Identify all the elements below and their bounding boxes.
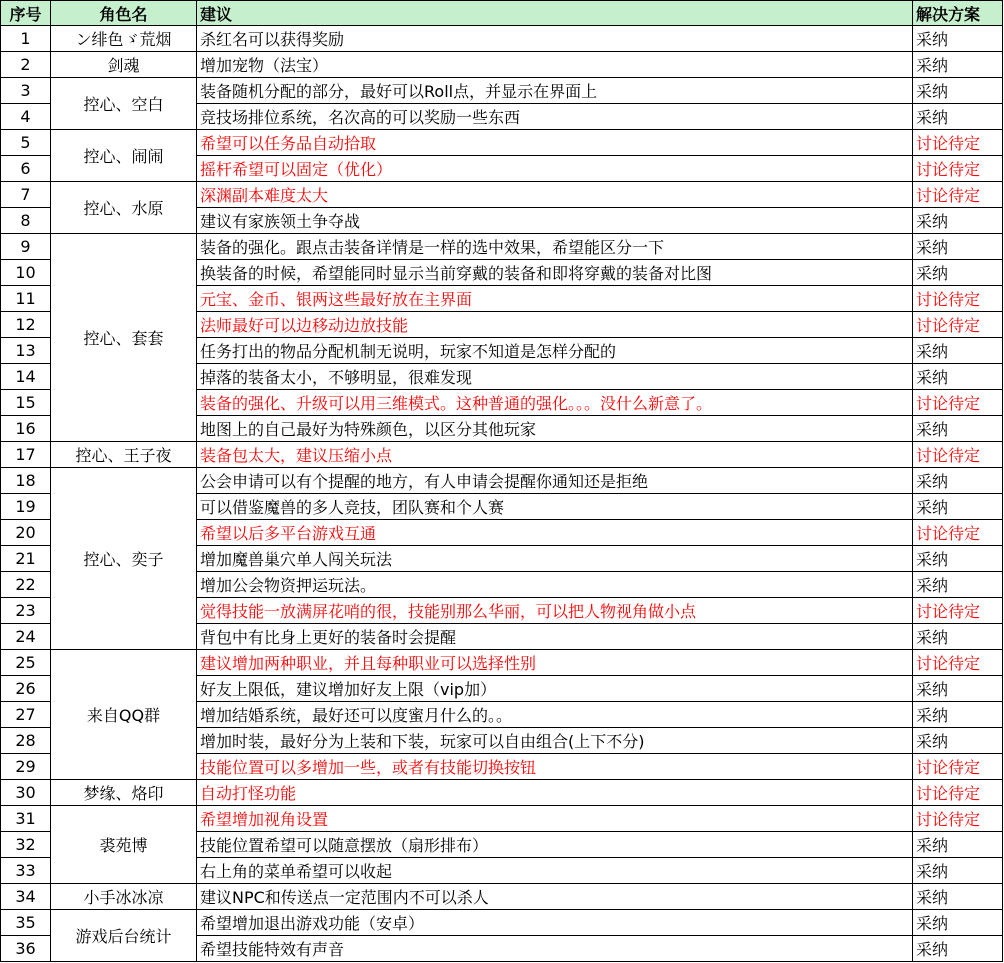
suggestion-cell: 技能位置可以多增加一些，或者有技能切换按钮 [197, 754, 913, 780]
solution-cell: 采纳 [913, 832, 1003, 858]
solution-cell: 讨论待定 [913, 156, 1003, 182]
suggestion-cell: 希望以后多平台游戏互通 [197, 520, 913, 546]
row-number-cell: 5 [1, 130, 51, 156]
solution-cell: 讨论待定 [913, 806, 1003, 832]
solution-cell: 采纳 [913, 26, 1003, 52]
suggestion-cell: 地图上的自己最好为特殊颜色，以区分其他玩家 [197, 416, 913, 442]
solution-cell: 采纳 [913, 910, 1003, 936]
solution-cell: 讨论待定 [913, 286, 1003, 312]
solution-cell: 讨论待定 [913, 780, 1003, 806]
solution-cell: 采纳 [913, 468, 1003, 494]
solution-cell: 采纳 [913, 364, 1003, 390]
row-number-cell: 35 [1, 910, 51, 936]
row-number-cell: 21 [1, 546, 51, 572]
row-number-cell: 1 [1, 26, 51, 52]
suggestion-cell: 背包中有比身上更好的装备时会提醒 [197, 624, 913, 650]
suggestion-cell: 希望技能特效有声音 [197, 936, 913, 962]
row-number-cell: 16 [1, 416, 51, 442]
row-number-cell: 32 [1, 832, 51, 858]
role-name-cell: 控心、套套 [51, 234, 197, 442]
solution-cell: 讨论待定 [913, 182, 1003, 208]
header-row [1, 1, 1003, 26]
row-number-cell: 31 [1, 806, 51, 832]
solution-cell: 采纳 [913, 572, 1003, 598]
suggestion-cell: 好友上限低，建议增加好友上限（vip加） [197, 676, 913, 702]
table-row [1, 806, 1003, 832]
row-number-cell: 22 [1, 572, 51, 598]
row-number-cell: 10 [1, 260, 51, 286]
suggestion-cell: 希望可以任务品自动拾取 [197, 130, 913, 156]
row-number-cell: 18 [1, 468, 51, 494]
suggestion-cell: 增加魔兽巢穴单人闯关玩法 [197, 546, 913, 572]
solution-cell: 讨论待定 [913, 520, 1003, 546]
role-name-cell: 控心、闹闹 [51, 130, 197, 182]
row-number-cell: 8 [1, 208, 51, 234]
header-suggestion: 建议 [197, 1, 913, 26]
table-body [1, 26, 1003, 962]
solution-cell: 采纳 [913, 416, 1003, 442]
table-row [1, 884, 1003, 910]
suggestion-cell: 技能位置希望可以随意摆放（扇形排布） [197, 832, 913, 858]
solution-cell: 采纳 [913, 546, 1003, 572]
suggestion-cell: 建议NPC和传送点一定范围内不可以杀人 [197, 884, 913, 910]
role-name-cell: 控心、水原 [51, 182, 197, 234]
header-solution: 解决方案 [913, 1, 1003, 26]
row-number-cell: 6 [1, 156, 51, 182]
suggestion-cell: 希望增加视角设置 [197, 806, 913, 832]
suggestion-cell: 摇杆希望可以固定（优化） [197, 156, 913, 182]
solution-cell: 采纳 [913, 494, 1003, 520]
role-name-cell: 控心、空白 [51, 78, 197, 130]
row-number-cell: 36 [1, 936, 51, 962]
suggestion-cell: 公会申请可以有个提醒的地方，有人申请会提醒你通知还是拒绝 [197, 468, 913, 494]
suggestion-cell: 换装备的时候，希望能同时显示当前穿戴的装备和即将穿戴的装备对比图 [197, 260, 913, 286]
header-role-name: 角色名 [51, 1, 197, 26]
row-number-cell: 4 [1, 104, 51, 130]
solution-cell: 采纳 [913, 884, 1003, 910]
row-number-cell: 2 [1, 52, 51, 78]
suggestion-cell: 法师最好可以边移动边放技能 [197, 312, 913, 338]
solution-cell: 讨论待定 [913, 130, 1003, 156]
row-number-cell: 28 [1, 728, 51, 754]
solution-cell: 讨论待定 [913, 312, 1003, 338]
solution-cell: 采纳 [913, 338, 1003, 364]
suggestion-cell: 增加宠物（法宝） [197, 52, 913, 78]
row-number-cell: 17 [1, 442, 51, 468]
row-number-cell: 30 [1, 780, 51, 806]
suggestion-cell: 竞技场排位系统，名次高的可以奖励一些东西 [197, 104, 913, 130]
suggestion-cell: 深渊副本难度太大 [197, 182, 913, 208]
row-number-cell: 20 [1, 520, 51, 546]
suggestion-cell: 自动打怪功能 [197, 780, 913, 806]
table-row [1, 26, 1003, 52]
role-name-cell: 游戏后台统计 [51, 910, 197, 962]
table-row [1, 234, 1003, 260]
row-number-cell: 15 [1, 390, 51, 416]
row-number-cell: 29 [1, 754, 51, 780]
solution-cell: 采纳 [913, 234, 1003, 260]
suggestion-cell: 增加时装，最好分为上装和下装，玩家可以自由组合(上下不分) [197, 728, 913, 754]
row-number-cell: 23 [1, 598, 51, 624]
table-row [1, 130, 1003, 156]
row-number-cell: 11 [1, 286, 51, 312]
solution-cell: 讨论待定 [913, 754, 1003, 780]
row-number-cell: 3 [1, 78, 51, 104]
solution-cell: 采纳 [913, 78, 1003, 104]
solution-cell: 采纳 [913, 104, 1003, 130]
table-row [1, 442, 1003, 468]
solution-cell: 讨论待定 [913, 650, 1003, 676]
suggestion-cell: 掉落的装备太小，不够明显，很难发现 [197, 364, 913, 390]
row-number-cell: 14 [1, 364, 51, 390]
row-number-cell: 9 [1, 234, 51, 260]
suggestion-cell: 增加结婚系统，最好还可以度蜜月什么的。。 [197, 702, 913, 728]
table-row [1, 650, 1003, 676]
solution-cell: 采纳 [913, 208, 1003, 234]
table-row [1, 780, 1003, 806]
suggestion-cell: 觉得技能一放满屏花哨的很，技能别那么华丽，可以把人物视角做小点 [197, 598, 913, 624]
table-row [1, 910, 1003, 936]
row-number-cell: 24 [1, 624, 51, 650]
role-name-cell: ン绯色ゞ荒烟 [51, 26, 197, 52]
solution-cell: 采纳 [913, 858, 1003, 884]
role-name-cell: 梦缘、烙印 [51, 780, 197, 806]
row-number-cell: 25 [1, 650, 51, 676]
solution-cell: 采纳 [913, 936, 1003, 962]
table-row [1, 52, 1003, 78]
solution-cell: 采纳 [913, 702, 1003, 728]
suggestion-cell: 装备的强化。跟点击装备详情是一样的选中效果，希望能区分一下 [197, 234, 913, 260]
header-number: 序号 [1, 1, 51, 26]
row-number-cell: 12 [1, 312, 51, 338]
role-name-cell: 来自QQ群 [51, 650, 197, 780]
suggestion-cell: 元宝、金币、银两这些最好放在主界面 [197, 286, 913, 312]
row-number-cell: 33 [1, 858, 51, 884]
solution-cell: 讨论待定 [913, 442, 1003, 468]
solution-cell: 采纳 [913, 728, 1003, 754]
row-number-cell: 27 [1, 702, 51, 728]
suggestion-cell: 右上角的菜单希望可以收起 [197, 858, 913, 884]
role-name-cell: 小手冰冰凉 [51, 884, 197, 910]
row-number-cell: 7 [1, 182, 51, 208]
suggestion-cell: 建议增加两种职业，并且每种职业可以选择性别 [197, 650, 913, 676]
suggestion-cell: 杀红名可以获得奖励 [197, 26, 913, 52]
solution-cell: 讨论待定 [913, 598, 1003, 624]
row-number-cell: 34 [1, 884, 51, 910]
suggestion-cell: 增加公会物资押运玩法。 [197, 572, 913, 598]
suggestion-cell: 建议有家族领土争夺战 [197, 208, 913, 234]
table-row [1, 78, 1003, 104]
row-number-cell: 26 [1, 676, 51, 702]
role-name-cell: 控心、奕子 [51, 468, 197, 650]
row-number-cell: 19 [1, 494, 51, 520]
suggestion-cell: 希望增加退出游戏功能（安卓） [197, 910, 913, 936]
role-name-cell: 剑魂 [51, 52, 197, 78]
role-name-cell: 裘苑博 [51, 806, 197, 884]
table-row [1, 468, 1003, 494]
suggestion-cell: 装备包太大，建议压缩小点 [197, 442, 913, 468]
role-name-cell: 控心、王子夜 [51, 442, 197, 468]
suggestion-cell: 任务打出的物品分配机制无说明，玩家不知道是怎样分配的 [197, 338, 913, 364]
suggestion-cell: 可以借鉴魔兽的多人竞技，团队赛和个人赛 [197, 494, 913, 520]
suggestion-cell: 装备随机分配的部分，最好可以Roll点，并显示在界面上 [197, 78, 913, 104]
solution-cell: 采纳 [913, 624, 1003, 650]
solution-cell: 采纳 [913, 676, 1003, 702]
solution-cell: 采纳 [913, 260, 1003, 286]
solution-cell: 讨论待定 [913, 390, 1003, 416]
row-number-cell: 13 [1, 338, 51, 364]
table-row [1, 182, 1003, 208]
suggestion-cell: 装备的强化、升级可以用三维模式。这种普通的强化。。。没什么新意了。 [197, 390, 913, 416]
solution-cell: 采纳 [913, 52, 1003, 78]
